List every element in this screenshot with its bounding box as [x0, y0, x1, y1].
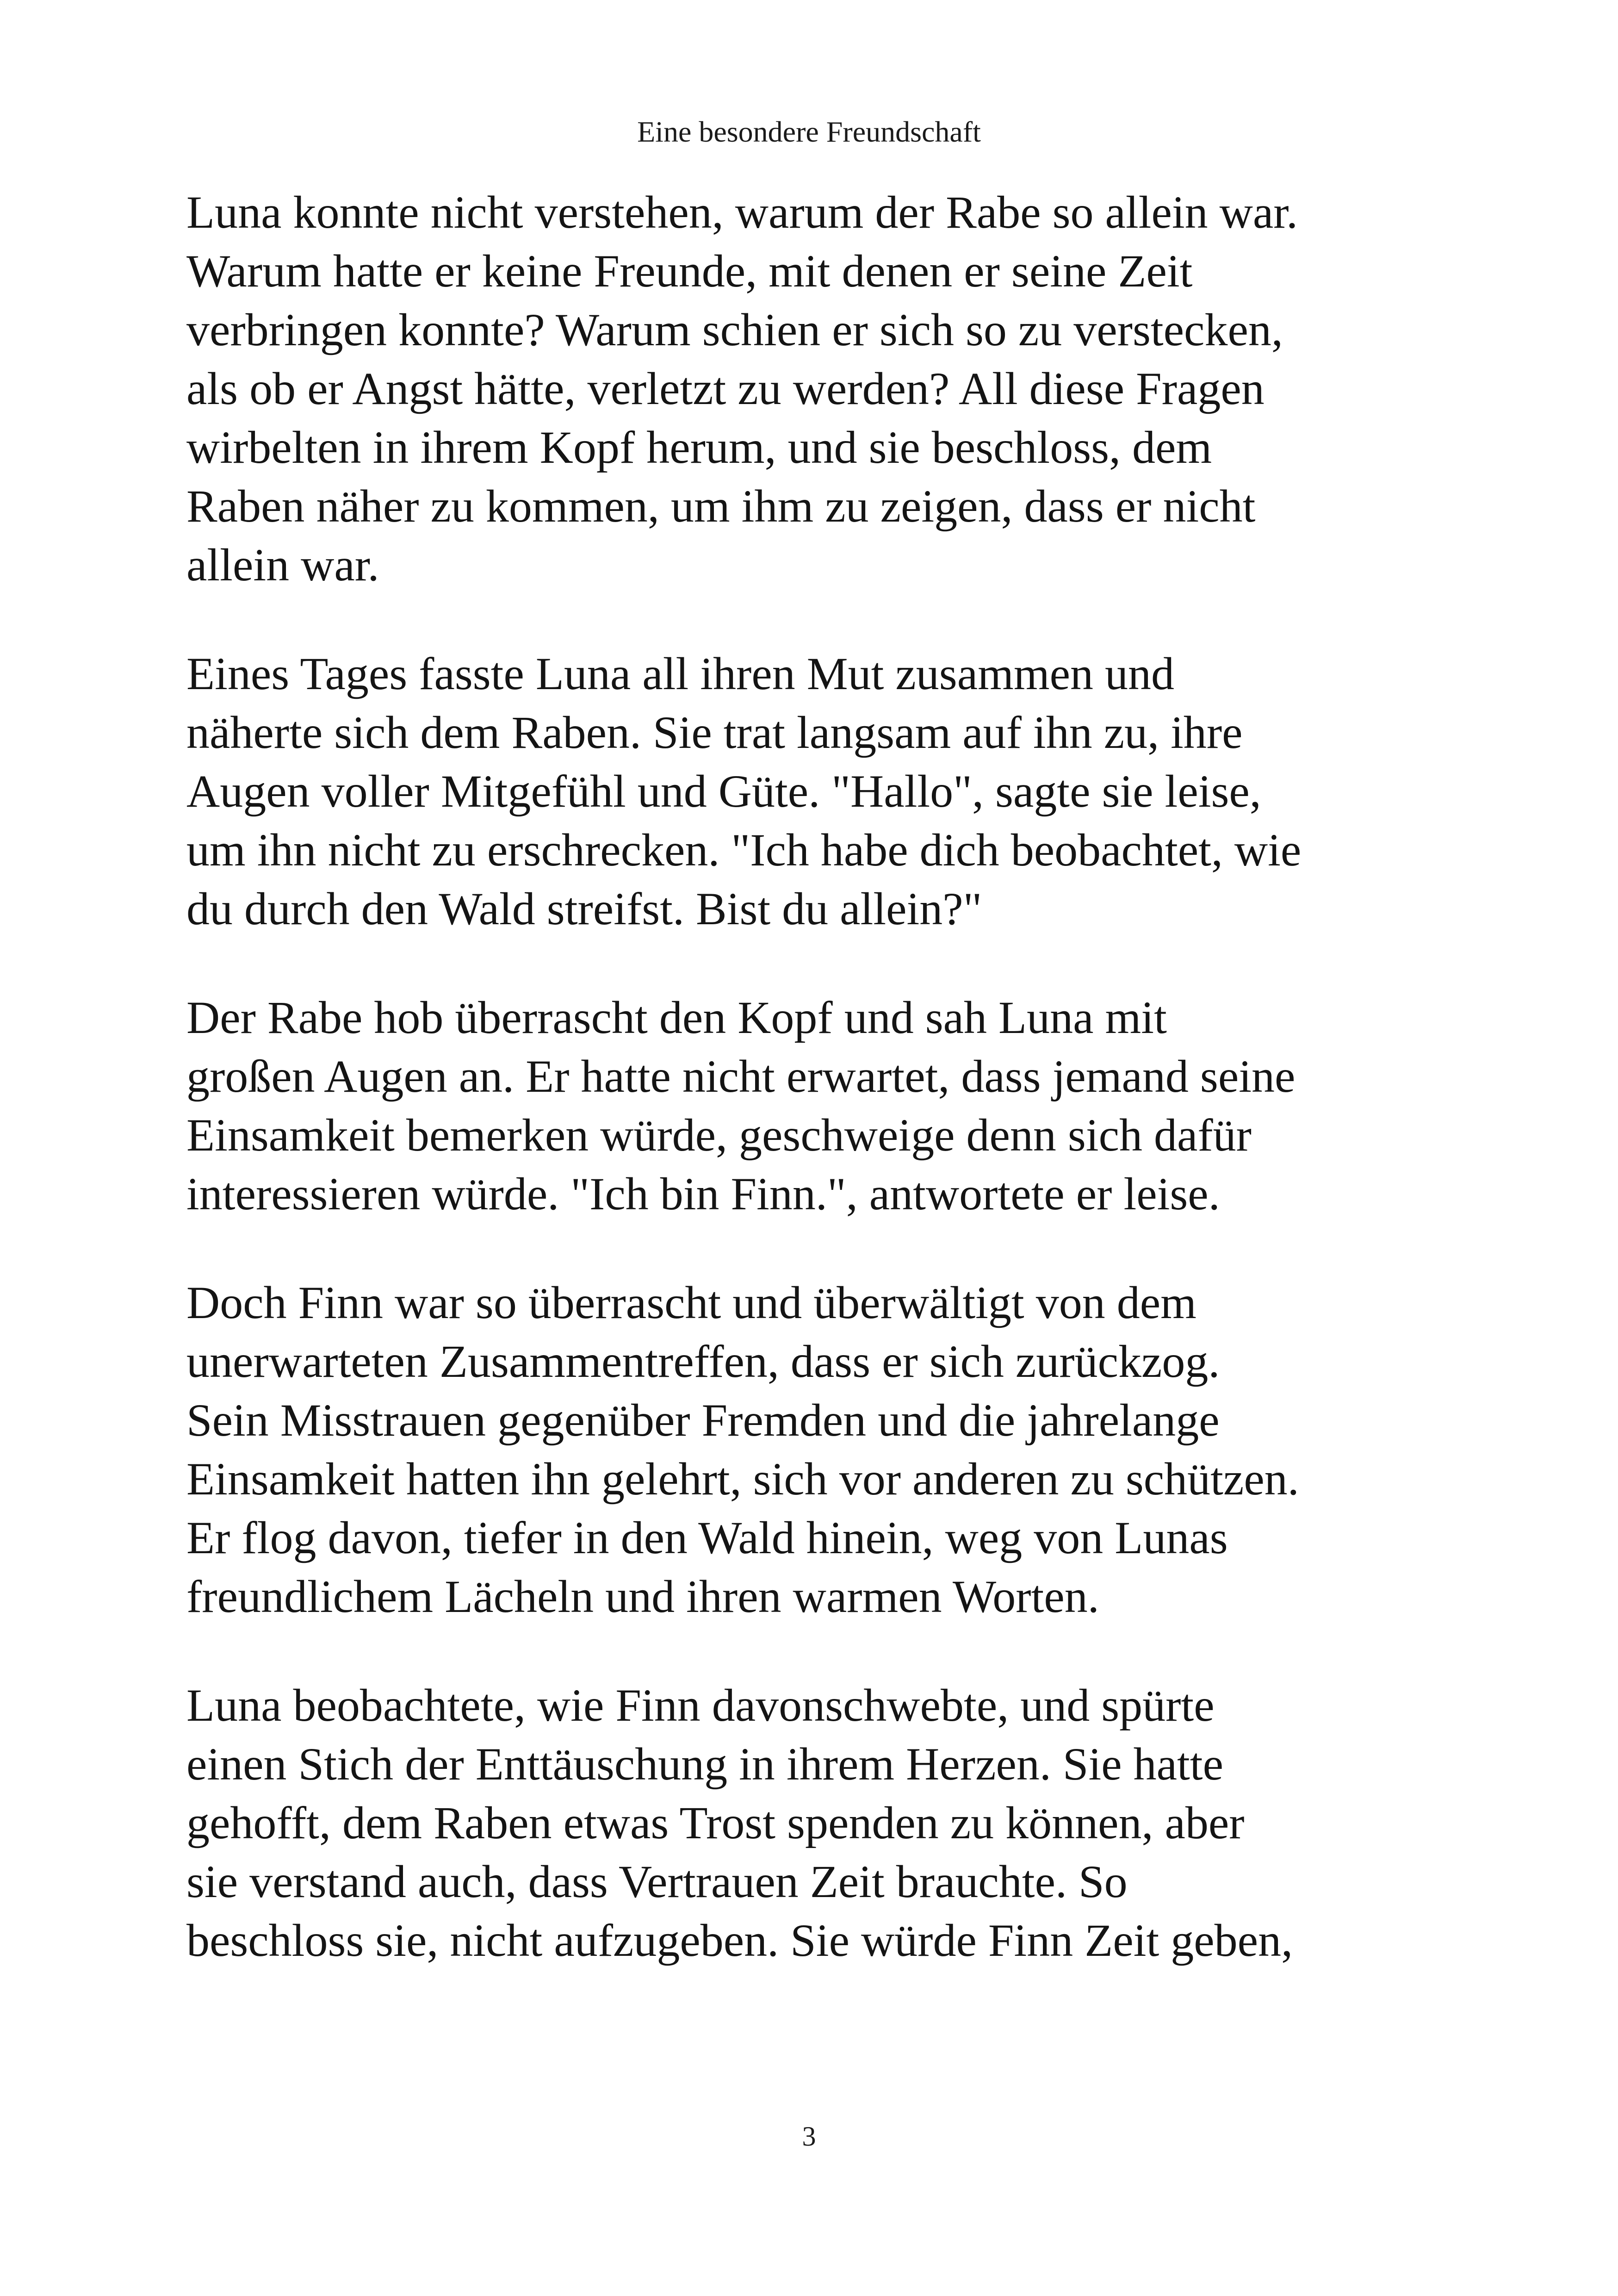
text-line: Einsamkeit bemerken würde, geschweige denn sich dafür [186, 1109, 1252, 1161]
text-line: allein war. [186, 539, 379, 591]
text-line: gehofft, dem Raben etwas Trost spenden zu können, aber [186, 1797, 1245, 1848]
text-line: Eines Tages fasste Luna all ihren Mut zusammen und [186, 648, 1175, 699]
paragraph [186, 644, 1459, 938]
paragraph-spacing [186, 938, 1459, 988]
paragraph [186, 988, 1459, 1223]
text-line: wirbelten in ihrem Kopf herum, und sie beschloss, dem [186, 422, 1212, 473]
text-line: du durch den Wald streifst. Bist du allein?" [186, 883, 982, 934]
paragraph-spacing [186, 594, 1459, 644]
text-line: näherte sich dem Raben. Sie trat langsam auf ihn zu, ihre [186, 707, 1243, 758]
text-line: Der Rabe hob überrascht den Kopf und sah Luna mit [186, 992, 1167, 1043]
body-text [186, 183, 1459, 1970]
text-line: freundlichem Lächeln und ihren warmen Worten. [186, 1571, 1099, 1622]
text-line: Doch Finn war so überrascht und überwältigt von dem [186, 1277, 1196, 1328]
text-line: großen Augen an. Er hatte nicht erwartet, dass jemand seine [186, 1051, 1296, 1102]
text-line: um ihn nicht zu erschrecken. "Ich habe dich beobachtet, wie [186, 824, 1302, 876]
text-line: interessieren würde. "Ich bin Finn.", antwortete er leise. [186, 1168, 1220, 1220]
text-line: einen Stich der Enttäuschung in ihrem Herzen. Sie hatte [186, 1738, 1223, 1790]
paragraph [186, 183, 1459, 594]
text-line: Sein Misstrauen gegenüber Fremden und die jahrelange [186, 1394, 1220, 1446]
text-line: beschloss sie, nicht aufzugeben. Sie würde Finn Zeit geben, [186, 1915, 1293, 1966]
text-line: verbringen konnte? Warum schien er sich so zu verstecken, [186, 304, 1283, 355]
text-line: Einsamkeit hatten ihn gelehrt, sich vor anderen zu schützen. [186, 1453, 1299, 1505]
text-line: sie verstand auch, dass Vertrauen Zeit brauchte. So [186, 1856, 1128, 1907]
text-line: Augen voller Mitgefühl und Güte. "Hallo", sagte sie leise, [186, 765, 1261, 817]
paragraph-spacing [186, 1223, 1459, 1273]
paragraph [186, 1273, 1459, 1626]
text-line: Er flog davon, tiefer in den Wald hinein, weg von Lunas [186, 1512, 1228, 1563]
text-line: als ob er Angst hätte, verletzt zu werden? All diese Fragen [186, 363, 1265, 414]
text-line: Warum hatte er keine Freunde, mit denen er seine Zeit [186, 245, 1193, 297]
text-line: unerwarteten Zusammentreffen, dass er sich zurückzog. [186, 1336, 1220, 1387]
text-line: Luna beobachtete, wie Finn davonschwebte, und spürte [186, 1680, 1215, 1731]
paragraph [186, 1676, 1459, 1970]
paragraph-spacing [186, 1626, 1459, 1676]
running-header: Eine besondere Freundschaft [637, 115, 981, 148]
page-number: 3 [802, 2121, 816, 2152]
text-line: Luna konnte nicht verstehen, warum der Rabe so allein war. [186, 187, 1298, 238]
text-line: Raben näher zu kommen, um ihm zu zeigen, dass er nicht [186, 480, 1256, 532]
